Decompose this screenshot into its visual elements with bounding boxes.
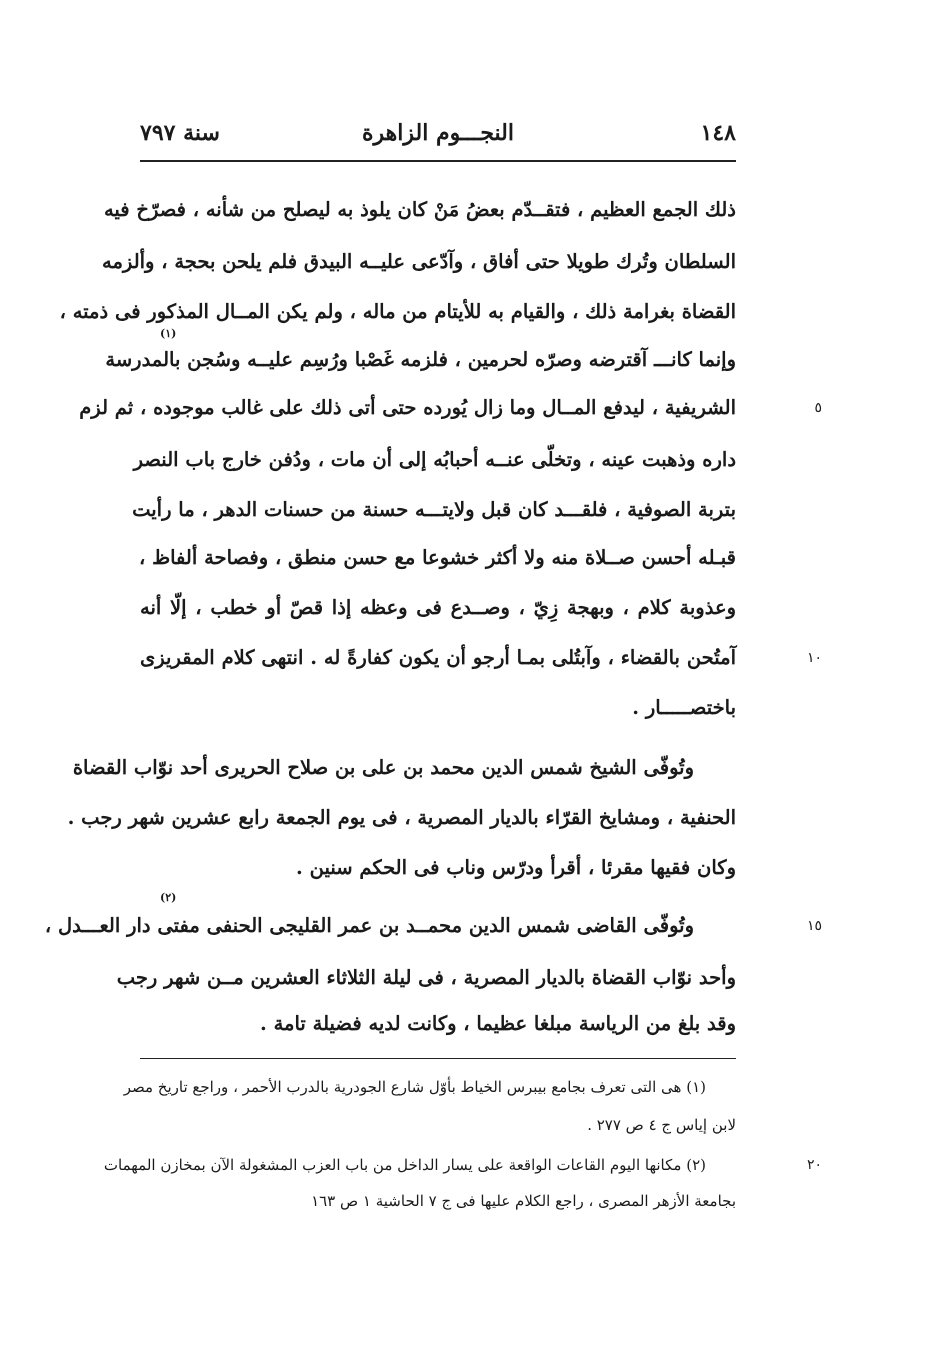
text-line: باختصـــــار . (632, 696, 736, 719)
margin-line-number: ٥ (814, 400, 822, 416)
text-line: وكان فقيها مقرئا ، أقرأ ودرّس وناب فى الحكم سنين . (296, 856, 736, 879)
header-rule (140, 160, 736, 162)
footnote-marker-2: (٢) (160, 891, 177, 904)
text-line: الشريفية ، ليدفع المــال وما زال يُورده حتى أتى ذلك على غالب موجوده ، ثم لزم (79, 396, 736, 419)
running-year: سنة ٧٩٧ (140, 120, 220, 146)
text-line: آمتُحن بالقضاء ، وآبتُلى بمـا أرجو أن يكون كفارةً له . انتهى كلام المقريزى (140, 646, 736, 669)
text-line: وأحد نوّاب القضاة بالديار المصرية ، فى ليلة الثلاثاء العشرين مــن شهر رجب (116, 966, 736, 989)
text-line: بتربة الصوفية ، فلقـــد كان قبل ولايتـــه حسنة من حسنات الدهر ، ما رأيت (132, 498, 736, 521)
text-line: ذلك الجمع العظيم ، فتقــدّم بعضُ مَنْ كان يلوذ به ليصلح من شأنه ، فصرّخ فيه (103, 198, 736, 221)
text-line: السلطان وتُرك طويلا حتى أفاق ، وآدّعى عليــه البيدق فلم يلحن بحجة ، وألزمه (102, 250, 736, 273)
text-line: وتُوفّى الشيخ شمس الدين محمد بن على بن صلاح الحريرى أحد نوّاب القضاة (72, 756, 694, 779)
text-line: داره وذهبت عينه ، وتخلّى عنــه أحبابُه إلى أن مات ، ودُفن خارج باب النصر (133, 448, 736, 471)
page-header (140, 118, 736, 154)
footnote-rule (140, 1058, 736, 1059)
text-line: القضاة بغرامة ذلك ، والقيام به للأيتام من ماله ، ولم يكن المــال المذكور فى ذمته ، (59, 300, 736, 323)
margin-line-number: ٢٠ (806, 1157, 822, 1173)
text-line: وقد بلغ من الرياسة مبلغا عظيما ، وكانت لديه فضيلة تامة . (260, 1012, 736, 1035)
text-line: وعذوبة كلام ، وبهجة زِيّ ، وصــدع فى وعظه إذا قصّ أو خطب ، إلّا أنه (140, 596, 736, 619)
text-line: وتُوفّى القاضى شمس الدين محمــد بن عمر القليجى الحنفى مفتى دار العـــدل ، (44, 914, 694, 937)
text-line: وإنما كانـــ آقترضه وصرّه لحرمين ، فلزمه غَصْبا ورُسِم عليــه وسُجن بالمدرسة (105, 348, 736, 371)
footnote-marker-1: (١) (160, 327, 177, 340)
margin-line-number: ١٠ (806, 650, 822, 666)
footnote-line: (١) هى التى تعرف بجامع بيبرس الخياط بأوّل شارع الجودرية بالدرب الأحمر ، وراجع تاريخ مصر (123, 1078, 706, 1096)
page-number: ١٤٨ (700, 120, 736, 146)
text-line: الحنفية ، ومشايخ القرّاء بالديار المصرية ، فى يوم الجمعة رابع عشرين شهر رجب . (67, 806, 736, 829)
running-title: النجـــوم الزاهرة (362, 120, 514, 146)
text-line: قبـله أحسن صــلاة منه ولا أكثر خشوعا مع حسن منطق ، وفصاحة ألفاظ ، (139, 546, 736, 569)
footnote-line: لابن إياس ج ٤ ص ٢٧٧ . (587, 1116, 736, 1134)
footnote-line: بجامعة الأزهر المصرى ، راجع الكلام عليها فى ج ٧ الحاشية ١ ص ١٦٣ (311, 1192, 736, 1210)
footnote-line: (٢) مكانها اليوم القاعات الواقعة على يسار الداخل من باب العزب المشغولة الآن بمخازن المهمات (103, 1156, 706, 1174)
margin-line-number: ١٥ (806, 918, 822, 934)
